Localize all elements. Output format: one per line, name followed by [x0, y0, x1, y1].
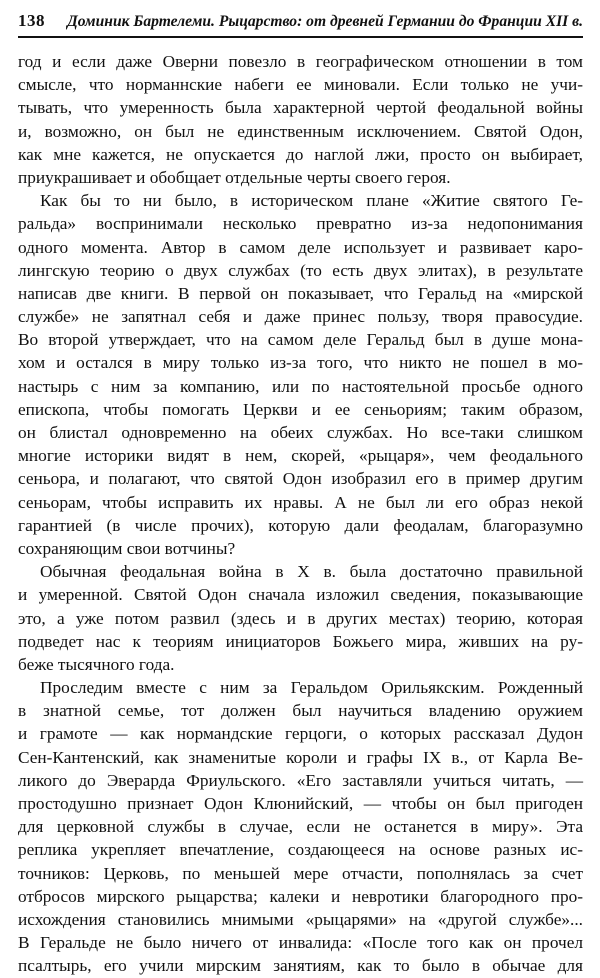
text-line: для церковной службы в случае, если не останется в миру». Эта	[18, 817, 583, 837]
text-line: простодушно признает Одон Клюнийский, — чтобы он был пригоден	[18, 794, 583, 813]
text-line: это, а уже потом развил (здесь и в других местах) теорию, которая	[18, 608, 583, 628]
text-line: и, возможно, он был не единственным исключением. Святой Одон,	[18, 121, 583, 141]
text-line: В Геральде не было ничего от инвалида: «После того как он прочел	[18, 933, 583, 953]
text-line: псалтырь, его учили мирским занятиям, как то было в обычае для	[18, 956, 583, 976]
text-line: исхождения становились мнимыми «рыцарями» на «другой службе»...	[18, 909, 583, 929]
text-line: настырь с ним за компанию, или по настоятельной просьбе одного	[18, 376, 583, 396]
page	[18, 8, 583, 978]
running-header	[18, 8, 583, 34]
paragraph	[18, 50, 583, 189]
text-line: как мне кажется, не опускается до наглой лжи, просто он выбирает,	[18, 144, 583, 164]
text-line: смысле, что норманнские набеги ее миновали. Если только не учи-	[18, 75, 583, 95]
text-line: тывать, что умеренность была характерной чертой феодальной войны	[18, 98, 583, 118]
paragraph	[18, 560, 583, 676]
header-rule	[18, 36, 583, 38]
text-line: приукрашивает и обобщает отдельные черты своего героя.	[18, 167, 451, 187]
text-line: хом и остался в миру только из-за того, что никто не пошел в мо-	[18, 353, 583, 373]
text-line: отбросов мирского рыцарства; калеки и невротики благородного про-	[18, 886, 583, 906]
text-line: гарантией (в числе прочих), которую дали феодалам, благоразумно	[18, 515, 583, 535]
text-line: Как бы то ни было, в историческом плане «Житие святого Ге-	[40, 191, 583, 211]
text-line: реплика укрепляет впечатление, создающееся на основе разных ис-	[18, 840, 583, 860]
text-line: подведет нас к теориям инициаторов Божьего мира, живших на ру-	[18, 631, 583, 651]
body-text	[18, 50, 583, 978]
text-line: точников: Церковь, по меньшей мере отчасти, пополнялась за счет	[18, 863, 583, 883]
text-line: многие историки видят в нем, скорей, «рыцаря», чем феодального	[18, 446, 583, 466]
text-line: службе» не запятнал себя и даже принес пользу, творя правосудие.	[18, 307, 583, 327]
text-line: беже тысячного года.	[18, 654, 175, 674]
text-line: сеньора, и полагают, что святой Одон изобразил его в пример другим	[18, 469, 583, 489]
text-line: ликого до Эверарда Фриульского. «Его заставляли учиться читать, —	[18, 770, 583, 790]
text-line: и умеренной. Святой Одон сначала изложил сведения, показывающие	[18, 585, 583, 605]
text-line: одного момента. Автор в самом деле использует и развивает каро-	[18, 237, 583, 257]
text-line: ральда» воспринимали несколько превратно из-за недопонимания	[18, 214, 583, 234]
text-line: в знатной семье, тот должен был научиться владению оружием	[18, 701, 583, 721]
text-line: написав две книги. В первой он показывает, что Геральд на «мирской	[18, 283, 583, 303]
text-line: год и если даже Оверни повезло в географическом отношении в том	[18, 52, 583, 71]
text-line: епископа, чтобы помогать Церкви и ее сеньориям; таким образом,	[18, 399, 583, 419]
text-line: сеньорам, чтобы исправить их нравы. А не был ли его образ некой	[18, 492, 583, 512]
text-line: Обычная феодальная война в X в. была достаточно правильной	[40, 562, 583, 582]
running-title: Доминик Бартелеми. Рыцарство: от древней Германии до Франции XII в.	[67, 13, 583, 30]
paragraph	[18, 676, 583, 977]
text-line: и грамоте — как нормандские герцоги, о которых рассказал Дудон	[18, 724, 583, 744]
page-number: 138	[18, 11, 45, 30]
text-line: Проследим вместе с ним за Геральдом Орильякским. Рожденный	[40, 678, 583, 698]
text-line: лингскую теорию о двух службах (то есть двух элитах), в результате	[18, 260, 583, 280]
paragraph	[18, 189, 583, 560]
text-line: Во второй утверждает, что на самом деле Геральд был в душе мона-	[18, 330, 583, 350]
text-line: Сен-Кантенский, как знаменитые короли и графы IX в., от Карла Ве-	[18, 747, 583, 767]
text-line: он блистал одновременно на обеих службах. Но все-таки слишком	[18, 423, 583, 442]
text-line: сохраняющим свои вотчины?	[18, 538, 236, 558]
